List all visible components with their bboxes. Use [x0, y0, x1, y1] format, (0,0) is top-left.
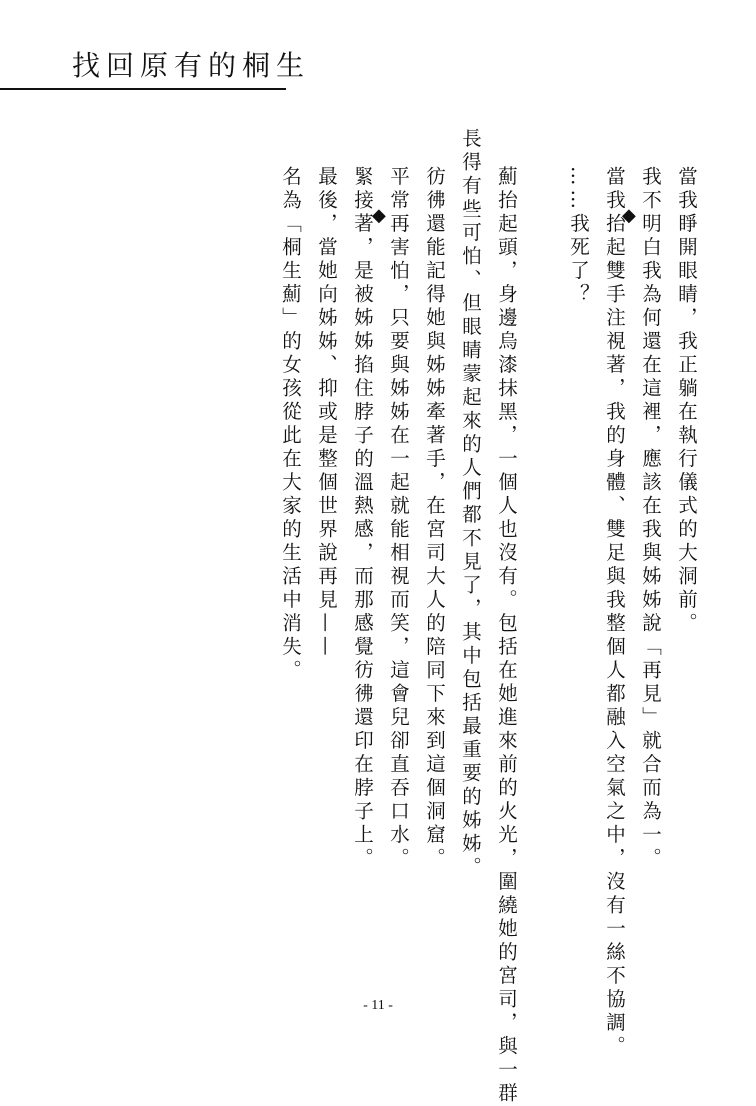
text-line: 最後，當她向姊姊、抑或是整個世界說再見——	[315, 166, 338, 660]
text-line: 緊接著，是被姊姊掐住脖子的溫熱感，而那感覺彷彿還印在脖子上。	[351, 166, 374, 871]
text-line: ……我死了？	[567, 166, 590, 307]
chapter-title: 找回原有的桐生	[72, 49, 311, 82]
page-number: - 11 -	[363, 998, 393, 1013]
text-line: 當我抬起雙手注視著，我的身體、雙足與我整個人都融入空氣之中，沒有一絲不協調。	[603, 166, 626, 1059]
section-separator-diamond: ◆	[622, 205, 636, 226]
text-line: 長得有些可怕、但眼睛蒙起來的人們都不見了，其中包括最重要的姊姊。	[459, 128, 482, 880]
text-line: 名為「桐生薊」的女孩從此在大家的生活中消失。	[279, 166, 302, 683]
text-line: 彷彿還能記得她與姊姊牽著手，在宮司大人的陪同下來到這個洞窟。	[423, 166, 446, 871]
section-separator-diamond: ◆	[372, 205, 386, 226]
header-rule	[0, 88, 286, 90]
text-line: 我不明白我為何還在這裡，應該在我與姊姊說「再見」就合而為一。	[639, 166, 662, 871]
text-line: 薊抬起頭，身邊烏漆抹黑，一個人也沒有。包括在她進來前的火光，圍繞她的宮司，與一群	[495, 166, 518, 1106]
text-line: 平常再害怕，只要與姊姊在一起就能相視而笑，這會兒卻直吞口水。	[387, 166, 410, 871]
text-line: 當我睜開眼睛，我正躺在執行儀式的大洞前。	[675, 166, 698, 636]
